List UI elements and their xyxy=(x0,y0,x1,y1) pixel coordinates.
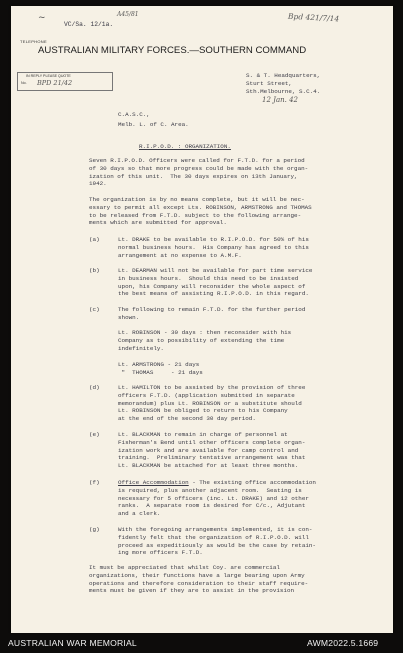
recipient-line-2: Melb. L. of C. Area. xyxy=(118,121,189,128)
handwritten-file-number: Bpd 421/7/14 xyxy=(287,11,340,24)
recipient-line-1: C.A.S.C., xyxy=(118,111,150,118)
item-label-g: (g) xyxy=(89,526,100,533)
item-text-e: Lt. BLACKMAN to remain in charge of personnel at Fisherman's Bend until other officers complete organ- ization work and are available for camp control and training. Preliminary tentative arrangement was that Lt. BLACKMAN be attached for at least three months. xyxy=(118,431,306,470)
item-label-c: (c) xyxy=(89,306,100,313)
item-text-c: The following to remain F.T.D. for the further period shown. xyxy=(118,306,306,321)
item-text-b: Lt. DEARMAN will not be available for part time service in business hours. Should this need to be insisted upon, his Company will reconsider the whole aspect of the best means of assisting R.I.P.O.D. in this regard. xyxy=(118,267,313,298)
archive-name: AUSTRALIAN WAR MEMORIAL xyxy=(8,638,137,648)
archive-accession-number: AWM2022.5.1669 xyxy=(307,638,379,648)
letterhead-title: AUSTRALIAN MILITARY FORCES.—SOUTHERN COMMAND xyxy=(38,45,307,56)
reply-box-caption: IN REPLY PLEASE QUOTE xyxy=(26,74,71,78)
address-line-3: Sth.Melbourne, S.C.4. xyxy=(246,88,321,95)
handwritten-mark: ~ xyxy=(38,13,46,23)
archive-footer xyxy=(0,633,403,653)
item-text-f-wrapper xyxy=(118,479,316,518)
intro-paragraph: Seven R.I.P.O.D. Officers were called for F.T.D. for a period of 30 days so that more progress could be made with the organ- ization of this unit. The 30 days expires on 13th January, 1942. xyxy=(89,157,309,188)
item-label-b: (b) xyxy=(89,267,100,274)
item-label-f: (f) xyxy=(89,479,100,486)
item-text-c-robinson: Lt. ROBINSON - 30 days : then reconsider with his Company as to possibility of extending the time indefinitely. xyxy=(118,329,292,352)
telephone-label: TELEPHONE xyxy=(20,39,47,44)
letter-date: 12 Jan. 42 xyxy=(262,96,298,104)
closing-paragraph: It must be appreciated that whilst Coy. are commercial organizations, their functions have a large bearing upon Army operations and therefore consideration to their staff require- ments must be given if they are to assist in the provision xyxy=(89,564,309,595)
subject-line: R.I.P.O.D. : ORGANIZATION. xyxy=(139,143,231,150)
item-text-d: Lt. HAMILTON to be assisted by the provision of three officers F.T.D. (application submitted in separate memorandum) plus Lt. ROBINSON or a substitute should Lt. ROBINSON be obliged to return to his Company at the end of the second 30 day period. xyxy=(118,384,306,423)
file-reference: VC/Sa. 12/1a. xyxy=(64,21,114,28)
item-heading-f: Office Accommodation xyxy=(118,479,189,486)
item-label-a: (a) xyxy=(89,236,100,243)
address-line-1: S. & T. Headquarters, xyxy=(246,72,321,79)
item-label-e: (e) xyxy=(89,431,100,438)
item-text-g: With the foregoing arrangements implemented, it is con- fidently felt that the organization of R.I.P.O.D. will proceed as expeditiously as would be the case by retain- ing more officers F.T.D. xyxy=(118,526,316,557)
address-line-2: Sturt Street, xyxy=(246,80,292,87)
intro-paragraph-2: The organization is by no means complete, but it will be nec- essary to permit all except Lts. ROBINSON, ARMSTRONG and THOMAS to be released from F.T.D. subject to the following arrange- ments which are submitted for approval. xyxy=(89,196,312,227)
item-text-f: - The existing office accommodation is required, plus another adjacent room. Seating is necessary for 5 officers (inc. Lt. DRAKE) and 12 other ranks. A separate room is desired for C/c., Adjutant and a clerk. xyxy=(118,479,316,518)
reply-box-number: BPD 21/42 xyxy=(37,79,73,87)
item-text-a: Lt. DRAKE to be available to R.I.P.O.D. for 50% of his normal business hours. His Company has agreed to this arrangement at no expense to A.M.F. xyxy=(118,236,309,259)
item-text-c-armstrong-thomas: Lt. ARMSTRONG - 21 days " THOMAS - 21 days xyxy=(118,361,203,376)
handwritten-reference: A45/81 xyxy=(117,11,139,18)
reply-box-no-label: No. xyxy=(21,81,27,85)
item-label-d: (d) xyxy=(89,384,100,391)
